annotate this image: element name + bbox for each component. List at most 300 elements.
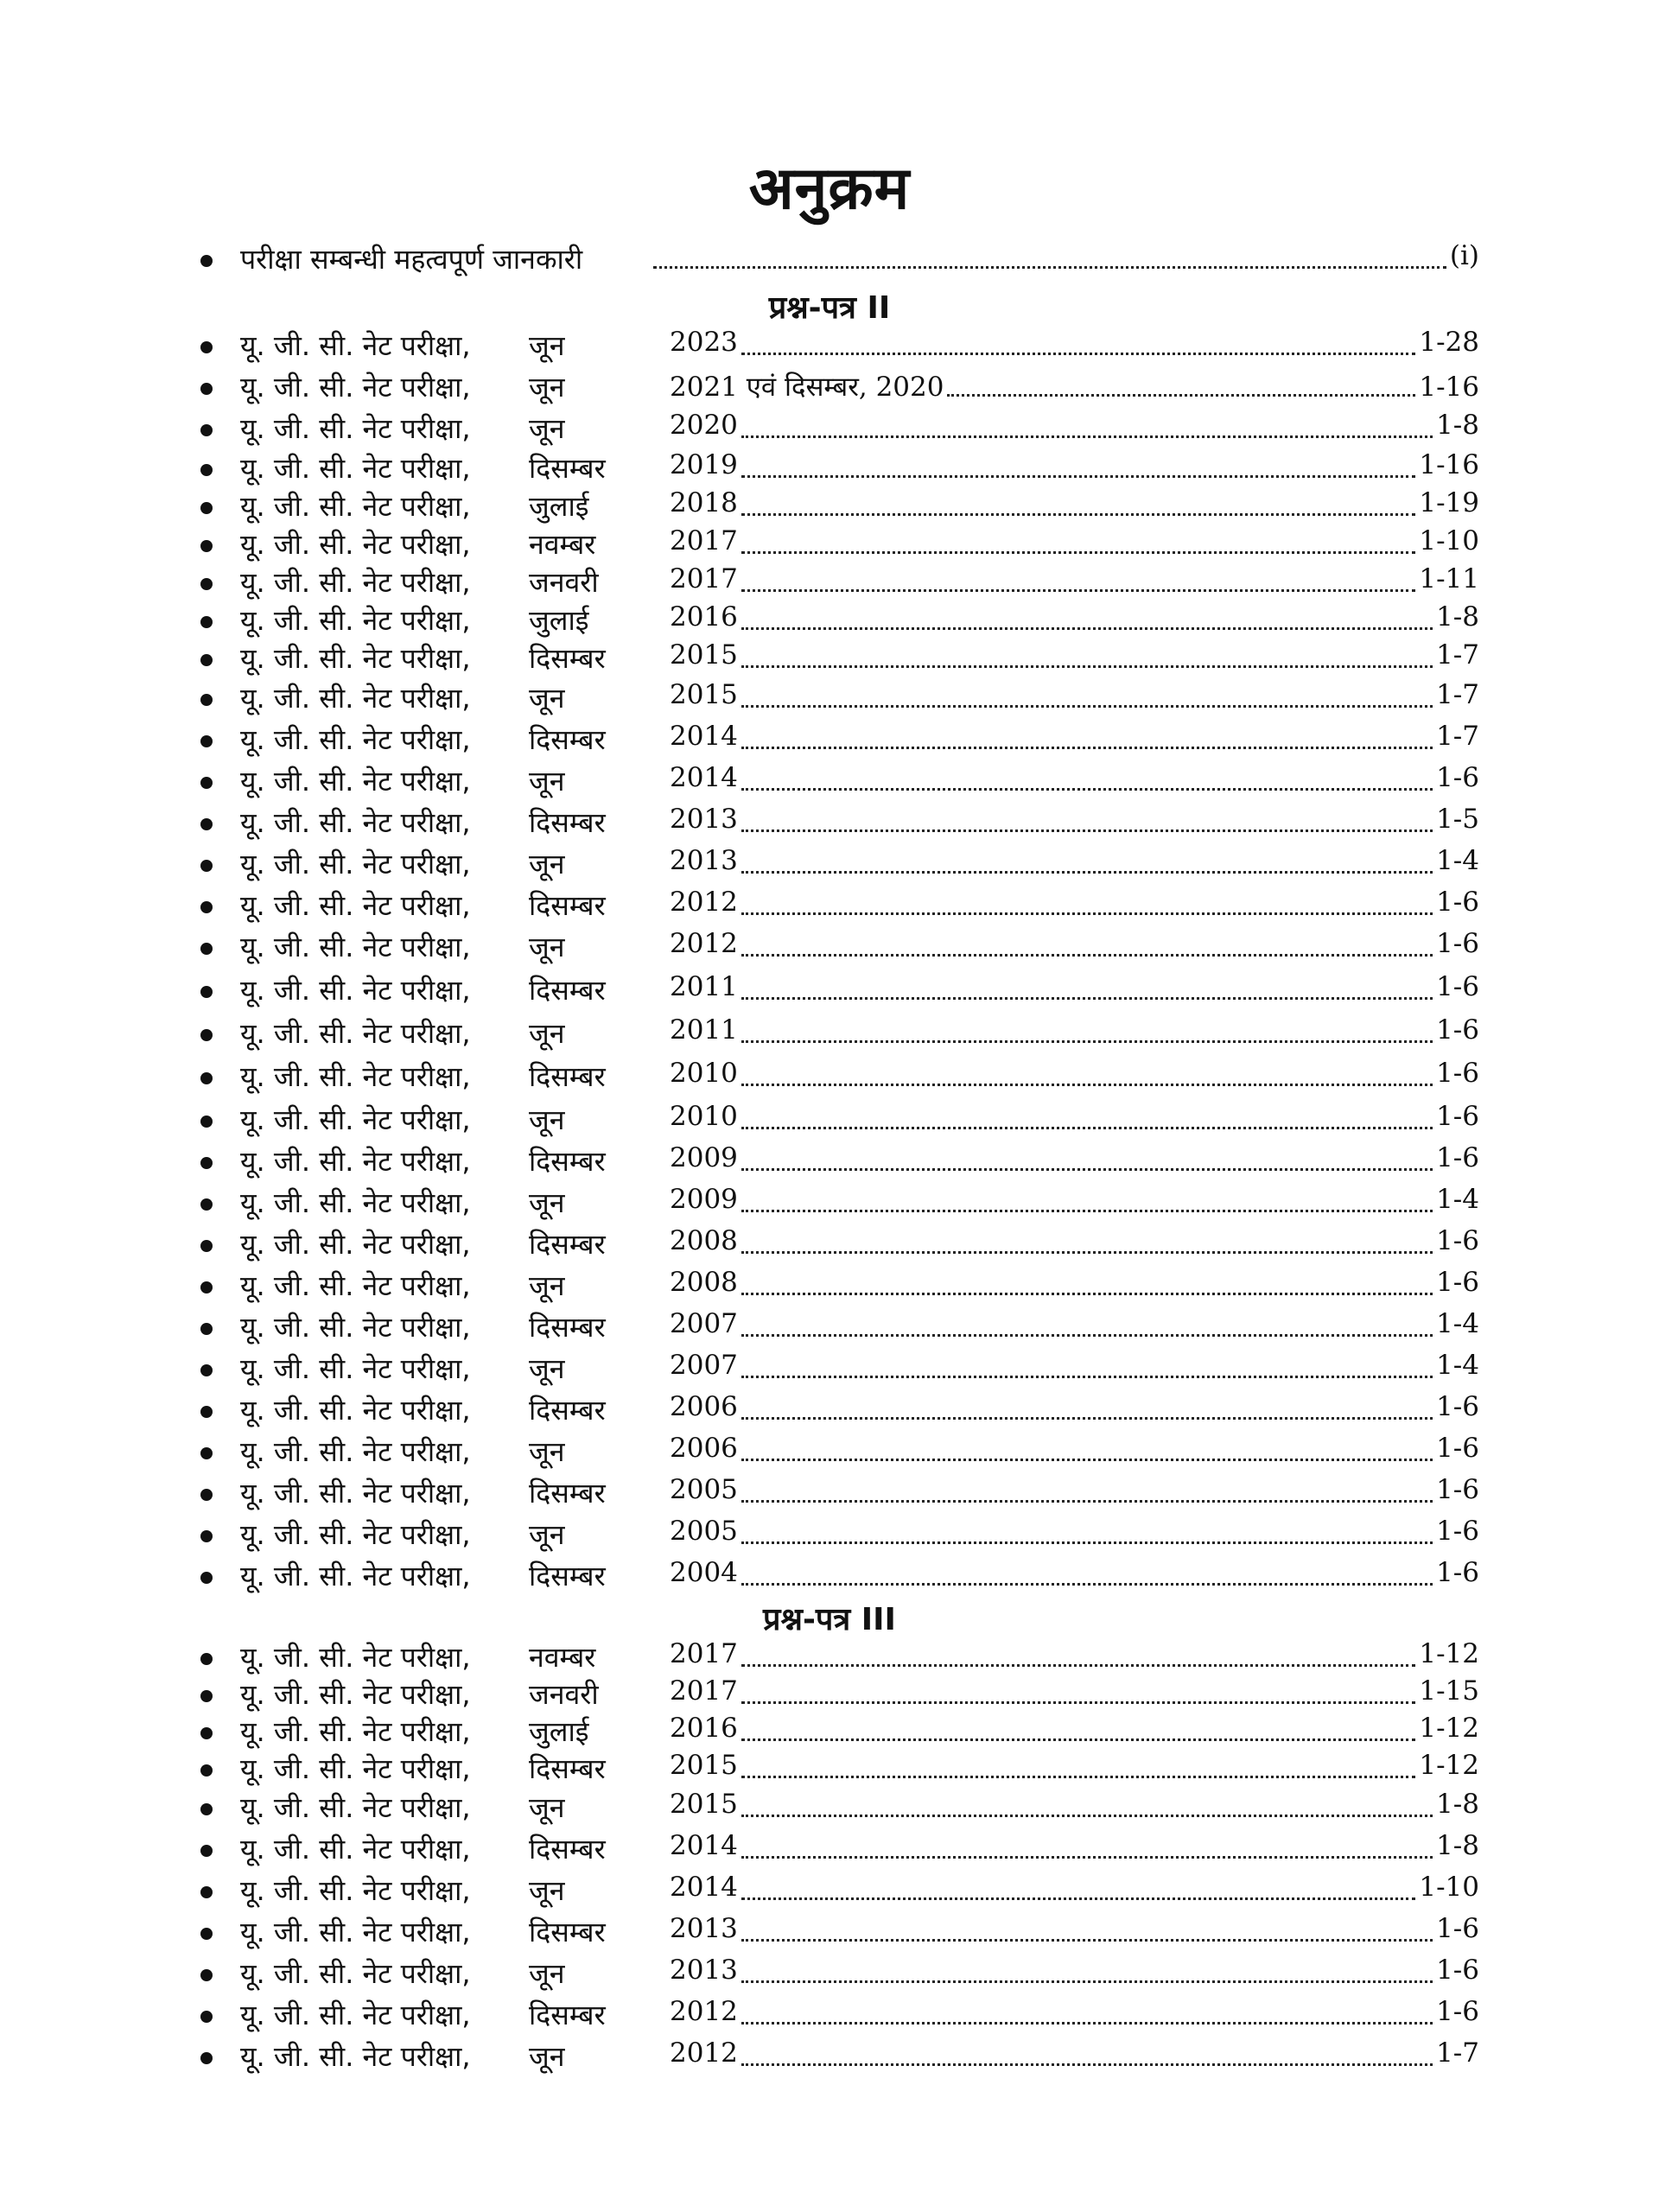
entry-leader: [670, 1184, 1479, 1224]
toc-entry: [0, 525, 1659, 565]
dot-leader: [741, 1830, 1433, 1859]
exam-name: यू. जी. सी. नेट परीक्षा,: [240, 1641, 471, 1674]
page-range: 1-6: [1436, 1996, 1479, 2027]
exam-month: जून: [529, 1791, 565, 1824]
exam-month: दिसम्बर: [529, 723, 606, 756]
page-range: 1-8: [1436, 410, 1479, 441]
page-range: 1-7: [1436, 679, 1479, 710]
exam-month: दिसम्बर: [529, 1560, 606, 1592]
bullet-icon: [200, 1969, 213, 1981]
toc-entry: [0, 601, 1659, 641]
page-range: 1-7: [1436, 639, 1479, 671]
toc-entry: [0, 1225, 1659, 1265]
exam-name: यू. जी. सी. नेट परीक्षा,: [240, 1352, 471, 1385]
toc-entry: [0, 1014, 1659, 1054]
bullet-icon: [200, 1653, 213, 1665]
entry-leader: [670, 679, 1479, 719]
bullet-icon: [200, 578, 213, 590]
page-range: 1-11: [1419, 563, 1479, 594]
entry-leader: [670, 449, 1479, 489]
exam-month: जून: [529, 1518, 565, 1551]
exam-year: 2009: [670, 1142, 738, 1173]
exam-name: यू. जी. सी. नेट परीक्षा,: [240, 1560, 471, 1592]
entry-leader: [670, 1675, 1479, 1715]
dot-leader: [741, 487, 1415, 516]
exam-year: 2012: [670, 2037, 738, 2069]
page-range: 1-4: [1436, 845, 1479, 876]
page-range: 1-6: [1436, 887, 1479, 918]
dot-leader: [741, 1350, 1433, 1378]
section-heading: प्रश्न-पत्र III: [763, 1602, 896, 1637]
bullet-icon: [200, 1240, 213, 1252]
page-range: 1-12: [1419, 1750, 1479, 1781]
exam-year: 2005: [670, 1474, 738, 1505]
exam-month: दिसम्बर: [529, 1752, 606, 1785]
page-range: 1-28: [1419, 327, 1479, 358]
exam-month: दिसम्बर: [529, 642, 606, 675]
toc-entry: [0, 1308, 1659, 1348]
exam-name: यू. जी. सी. नेट परीक्षा,: [240, 1311, 471, 1344]
toc-entry: [0, 1101, 1659, 1141]
dot-leader: [741, 971, 1433, 1000]
bullet-icon: [200, 901, 213, 913]
dot-leader: [741, 1433, 1433, 1461]
exam-name: यू. जी. सी. नेट परीक्षा,: [240, 931, 471, 963]
entry-leader: [670, 368, 1479, 408]
toc-entry: [0, 449, 1659, 489]
toc-entry: [0, 1913, 1659, 1953]
toc-entry: [0, 679, 1659, 719]
dot-leader: [653, 240, 1446, 269]
toc-entry: [0, 1713, 1659, 1752]
dot-leader: [741, 679, 1433, 708]
page-range: 1-10: [1419, 525, 1479, 556]
dot-leader: [741, 1713, 1415, 1741]
exam-month: दिसम्बर: [529, 1999, 606, 2031]
exam-month: जून: [529, 1269, 565, 1302]
page-range: 1-6: [1436, 1058, 1479, 1089]
entry-leader: [670, 1267, 1479, 1306]
exam-month: जून: [529, 931, 565, 963]
exam-year: 2015: [670, 1789, 738, 1820]
exam-year: 2008: [670, 1225, 738, 1256]
dot-leader: [741, 1014, 1433, 1043]
exam-year: 2014: [670, 1872, 738, 1903]
exam-year: 2017: [670, 1638, 738, 1669]
exam-name: यू. जी. सी. नेट परीक्षा,: [240, 889, 471, 922]
bullet-icon: [200, 1803, 213, 1815]
toc-entry: [0, 928, 1659, 968]
exam-name: यू. जी. सी. नेट परीक्षा,: [240, 848, 471, 880]
entry-leader: [670, 928, 1479, 968]
exam-name: यू. जी. सी. नेट परीक्षा,: [240, 1435, 471, 1468]
bullet-icon: [200, 1530, 213, 1542]
bullet-icon: [200, 464, 213, 476]
dot-leader: [741, 1101, 1433, 1129]
exam-month: जून: [529, 1874, 565, 1907]
intro-page: (i): [1449, 240, 1479, 271]
page-range: 1-7: [1436, 2037, 1479, 2069]
exam-year: 2007: [670, 1308, 738, 1339]
bullet-icon: [200, 1764, 213, 1777]
page-range: 1-6: [1436, 1913, 1479, 1944]
bullet-icon: [200, 341, 213, 353]
page-range: 1-16: [1419, 449, 1479, 480]
toc-entry: [0, 563, 1659, 603]
page-range: 1-6: [1436, 1955, 1479, 1986]
entry-leader: [670, 1955, 1479, 1994]
bullet-icon: [200, 1364, 213, 1376]
bullet-icon: [200, 694, 213, 706]
dot-leader: [741, 1996, 1433, 2024]
entry-leader: [670, 845, 1479, 885]
dot-leader: [741, 1913, 1433, 1942]
dot-leader: [741, 887, 1433, 915]
exam-month: दिसम्बर: [529, 1228, 606, 1261]
bullet-icon: [200, 777, 213, 789]
exam-year: 2023: [670, 327, 738, 358]
exam-month: जून: [529, 329, 565, 362]
entry-leader: [670, 1101, 1479, 1141]
bullet-icon: [200, 986, 213, 998]
exam-year: 2014: [670, 721, 738, 752]
page-range: 1-16: [1419, 372, 1479, 403]
exam-year: 2014: [670, 762, 738, 793]
dot-leader: [741, 928, 1433, 957]
toc-entry: [0, 887, 1659, 926]
toc-entry: [0, 762, 1659, 802]
exam-year: 2012: [670, 928, 738, 959]
bullet-icon: [200, 1323, 213, 1335]
bullet-icon: [200, 2052, 213, 2064]
dot-leader: [741, 1267, 1433, 1295]
exam-month: दिसम्बर: [529, 1311, 606, 1344]
exam-name: यू. जी. सी. नेट परीक्षा,: [240, 1477, 471, 1510]
exam-year: 2019: [670, 449, 738, 480]
toc-entry: [0, 721, 1659, 760]
page-range: 1-6: [1436, 1142, 1479, 1173]
exam-name: यू. जी. सी. नेट परीक्षा,: [240, 1228, 471, 1261]
dot-leader: [741, 845, 1433, 874]
page-range: 1-6: [1436, 928, 1479, 959]
exam-name: यू. जी. सी. नेट परीक्षा,: [240, 1791, 471, 1824]
exam-name: यू. जी. सी. नेट परीक्षा,: [240, 490, 471, 523]
entry-leader: [670, 1872, 1479, 1911]
toc-entry: [0, 1058, 1659, 1097]
dot-leader: [741, 449, 1415, 478]
exam-year: 2010: [670, 1101, 738, 1132]
exam-month: दिसम्बर: [529, 1145, 606, 1178]
toc-entry: [0, 1267, 1659, 1306]
page-range: 1-6: [1436, 1267, 1479, 1298]
dot-leader: [741, 1638, 1415, 1667]
toc-entry: [0, 327, 1659, 366]
page-range: 1-4: [1436, 1350, 1479, 1381]
page-range: 1-19: [1419, 487, 1479, 518]
dot-leader: [741, 639, 1433, 668]
intro-leader: [650, 240, 1479, 280]
exam-year: 2015: [670, 639, 738, 671]
exam-month: दिसम्बर: [529, 889, 606, 922]
toc-entry: [0, 1184, 1659, 1224]
entry-leader: [670, 721, 1479, 760]
toc-entry: [0, 1557, 1659, 1597]
toc-entry: [0, 1638, 1659, 1678]
exam-name: यू. जी. सी. नेट परीक्षा,: [240, 1269, 471, 1302]
bullet-icon: [200, 1886, 213, 1898]
bullet-icon: [200, 860, 213, 872]
bullet-icon: [200, 2011, 213, 2023]
dot-leader: [741, 1516, 1433, 1544]
toc-entry: [0, 1789, 1659, 1828]
exam-year: 2012: [670, 1996, 738, 2027]
exam-year: 2009: [670, 1184, 738, 1215]
exam-month: जुलाई: [529, 1715, 589, 1748]
bullet-icon: [200, 818, 213, 830]
exam-year: 2015: [670, 679, 738, 710]
exam-name: यू. जी. सी. नेट परीक्षा,: [240, 682, 471, 715]
dot-leader: [741, 410, 1433, 438]
bullet-icon: [200, 1116, 213, 1128]
entry-leader: [670, 1058, 1479, 1097]
dot-leader: [741, 1142, 1433, 1171]
page-range: 1-6: [1436, 1474, 1479, 1505]
toc-entry: [0, 639, 1659, 679]
entry-leader: [670, 1789, 1479, 1828]
exam-name: यू. जी. सी. नेट परीक्षा,: [240, 765, 471, 798]
exam-year: 2017: [670, 563, 738, 594]
entry-leader: [670, 1350, 1479, 1389]
entry-leader: [670, 327, 1479, 366]
exam-month: दिसम्बर: [529, 1060, 606, 1093]
toc-entry: [0, 1433, 1659, 1472]
entry-leader: [670, 601, 1479, 641]
entry-leader: [670, 1474, 1479, 1514]
exam-year: 2020: [670, 410, 738, 441]
exam-month: जून: [529, 1352, 565, 1385]
entry-leader: [670, 1516, 1479, 1555]
page-range: 1-15: [1419, 1675, 1479, 1707]
exam-name: यू. जी. सी. नेट परीक्षा,: [240, 452, 471, 485]
bullet-icon: [200, 1406, 213, 1418]
exam-month: जून: [529, 1103, 565, 1136]
exam-year: 2006: [670, 1433, 738, 1464]
page-range: 1-4: [1436, 1184, 1479, 1215]
exam-month: जून: [529, 371, 565, 404]
exam-name: यू. जी. सी. नेट परीक्षा,: [240, 528, 471, 561]
exam-name: यू. जी. सी. नेट परीक्षा,: [240, 412, 471, 445]
dot-leader: [741, 1058, 1433, 1086]
exam-year: 2014: [670, 1830, 738, 1861]
exam-name: यू. जी. सी. नेट परीक्षा,: [240, 642, 471, 675]
page-range: 1-5: [1436, 804, 1479, 835]
exam-name: यू. जी. सी. नेट परीक्षा,: [240, 2040, 471, 2073]
exam-year: 2007: [670, 1350, 738, 1381]
exam-year: 2010: [670, 1058, 738, 1089]
dot-leader: [741, 804, 1433, 832]
toc-entry: [0, 410, 1659, 449]
exam-month: दिसम्बर: [529, 806, 606, 839]
exam-name: यू. जी. सी. नेट परीक्षा,: [240, 329, 471, 362]
entry-leader: [670, 1638, 1479, 1678]
dot-leader: [741, 1184, 1433, 1212]
page-range: 1-6: [1436, 1557, 1479, 1588]
dot-leader: [741, 525, 1415, 554]
entry-leader: [670, 1225, 1479, 1265]
bullet-icon: [200, 1489, 213, 1501]
bullet-icon: [200, 1572, 213, 1584]
exam-year: 2016: [670, 601, 738, 632]
intro-entry: [0, 240, 1659, 280]
dot-leader: [741, 2037, 1433, 2066]
exam-year: 2021 एवं दिसम्बर, 2020: [670, 372, 944, 403]
exam-month: जून: [529, 1435, 565, 1468]
exam-month: जनवरी: [529, 1678, 599, 1711]
exam-year: 2018: [670, 487, 738, 518]
exam-month: नवम्बर: [529, 528, 596, 561]
entry-leader: [670, 563, 1479, 603]
exam-name: यू. जी. सी. नेट परीक्षा,: [240, 723, 471, 756]
entry-leader: [670, 2037, 1479, 2077]
toc-entry: [0, 804, 1659, 843]
entry-leader: [670, 1830, 1479, 1870]
dot-leader: [741, 721, 1433, 749]
bullet-icon: [200, 735, 213, 747]
exam-year: 2004: [670, 1557, 738, 1588]
exam-month: जून: [529, 765, 565, 798]
exam-name: यू. जी. सी. नेट परीक्षा,: [240, 1060, 471, 1093]
dot-leader: [741, 1308, 1433, 1337]
entry-leader: [670, 1996, 1479, 2036]
exam-name: यू. जी. सी. नेट परीक्षा,: [240, 1017, 471, 1050]
exam-month: दिसम्बर: [529, 1916, 606, 1948]
bullet-icon: [200, 616, 213, 628]
page-range: 1-10: [1419, 1872, 1479, 1903]
exam-month: दिसम्बर: [529, 1833, 606, 1866]
exam-year: 2013: [670, 804, 738, 835]
exam-month: जून: [529, 1186, 565, 1219]
dot-leader: [741, 1474, 1433, 1503]
dot-leader: [741, 1872, 1415, 1900]
toc-entry: [0, 368, 1659, 408]
exam-month: दिसम्बर: [529, 1394, 606, 1427]
bullet-icon: [200, 654, 213, 666]
exam-month: जून: [529, 848, 565, 880]
entry-leader: [670, 1913, 1479, 1953]
exam-month: जनवरी: [529, 566, 599, 599]
exam-month: जून: [529, 1957, 565, 1990]
toc-entry: [0, 1142, 1659, 1182]
entry-leader: [670, 804, 1479, 843]
exam-year: 2013: [670, 1955, 738, 1986]
exam-name: यू. जी. सी. नेट परीक्षा,: [240, 974, 471, 1007]
bullet-icon: [200, 540, 213, 552]
dot-leader: [741, 1750, 1415, 1778]
page-range: 1-12: [1419, 1638, 1479, 1669]
bullet-icon: [200, 1198, 213, 1211]
page-range: 1-6: [1436, 1433, 1479, 1464]
exam-year: 2011: [670, 1014, 738, 1046]
exam-month: दिसम्बर: [529, 974, 606, 1007]
page-range: 1-4: [1436, 1308, 1479, 1339]
exam-year: 2015: [670, 1750, 738, 1781]
exam-year: 2013: [670, 845, 738, 876]
exam-year: 2011: [670, 971, 738, 1002]
toc-entry: [0, 2037, 1659, 2077]
exam-name: यू. जी. सी. नेट परीक्षा,: [240, 1394, 471, 1427]
toc-entry: [0, 1516, 1659, 1555]
toc-entry: [0, 845, 1659, 885]
dot-leader: [947, 368, 1415, 397]
entry-leader: [670, 525, 1479, 565]
exam-month: दिसम्बर: [529, 1477, 606, 1510]
entry-leader: [670, 1750, 1479, 1789]
page-range: 1-8: [1436, 1789, 1479, 1820]
exam-year: 2013: [670, 1913, 738, 1944]
entry-leader: [670, 410, 1479, 449]
toc-entry: [0, 1872, 1659, 1911]
exam-month: जुलाई: [529, 604, 589, 637]
bullet-icon: [200, 424, 213, 436]
bullet-icon: [200, 255, 213, 267]
page-range: 1-6: [1436, 1014, 1479, 1046]
toc-entry: [0, 1474, 1659, 1514]
bullet-icon: [200, 502, 213, 514]
bullet-icon: [200, 943, 213, 955]
entry-leader: [670, 887, 1479, 926]
dot-leader: [741, 1955, 1433, 1983]
toc-entry: [0, 1750, 1659, 1789]
toc-entry: [0, 1830, 1659, 1870]
entry-leader: [670, 1308, 1479, 1348]
bullet-icon: [200, 1690, 213, 1702]
intro-label: परीक्षा सम्बन्धी महत्वपूर्ण जानकारी: [240, 243, 583, 276]
dot-leader: [741, 601, 1433, 630]
entry-leader: [670, 1433, 1479, 1472]
page-range: 1-8: [1436, 601, 1479, 632]
exam-month: जून: [529, 1017, 565, 1050]
page-range: 1-6: [1436, 1101, 1479, 1132]
entry-leader: [670, 971, 1479, 1011]
exam-name: यू. जी. सी. नेट परीक्षा,: [240, 1999, 471, 2031]
dot-leader: [741, 762, 1433, 791]
exam-month: जून: [529, 682, 565, 715]
bullet-icon: [200, 1157, 213, 1169]
exam-name: यू. जी. सी. नेट परीक्षा,: [240, 1916, 471, 1948]
exam-name: यू. जी. सी. नेट परीक्षा,: [240, 604, 471, 637]
bullet-icon: [200, 1447, 213, 1459]
exam-name: यू. जी. सी. नेट परीक्षा,: [240, 371, 471, 404]
entry-leader: [670, 1391, 1479, 1431]
dot-leader: [741, 1557, 1433, 1586]
exam-name: यू. जी. सी. नेट परीक्षा,: [240, 1678, 471, 1711]
bullet-icon: [200, 1845, 213, 1857]
bullet-icon: [200, 1072, 213, 1084]
exam-name: यू. जी. सी. नेट परीक्षा,: [240, 1752, 471, 1785]
exam-name: यू. जी. सी. नेट परीक्षा,: [240, 1833, 471, 1866]
page-range: 1-8: [1436, 1830, 1479, 1861]
exam-month: जुलाई: [529, 490, 589, 523]
exam-name: यू. जी. सी. नेट परीक्षा,: [240, 1103, 471, 1136]
exam-name: यू. जी. सी. नेट परीक्षा,: [240, 566, 471, 599]
bullet-icon: [200, 1928, 213, 1940]
dot-leader: [741, 1225, 1433, 1254]
exam-year: 2016: [670, 1713, 738, 1744]
section-heading: प्रश्न-पत्र II: [768, 290, 891, 326]
toc-entry: [0, 1996, 1659, 2036]
entry-leader: [670, 1014, 1479, 1054]
page-range: 1-12: [1419, 1713, 1479, 1744]
